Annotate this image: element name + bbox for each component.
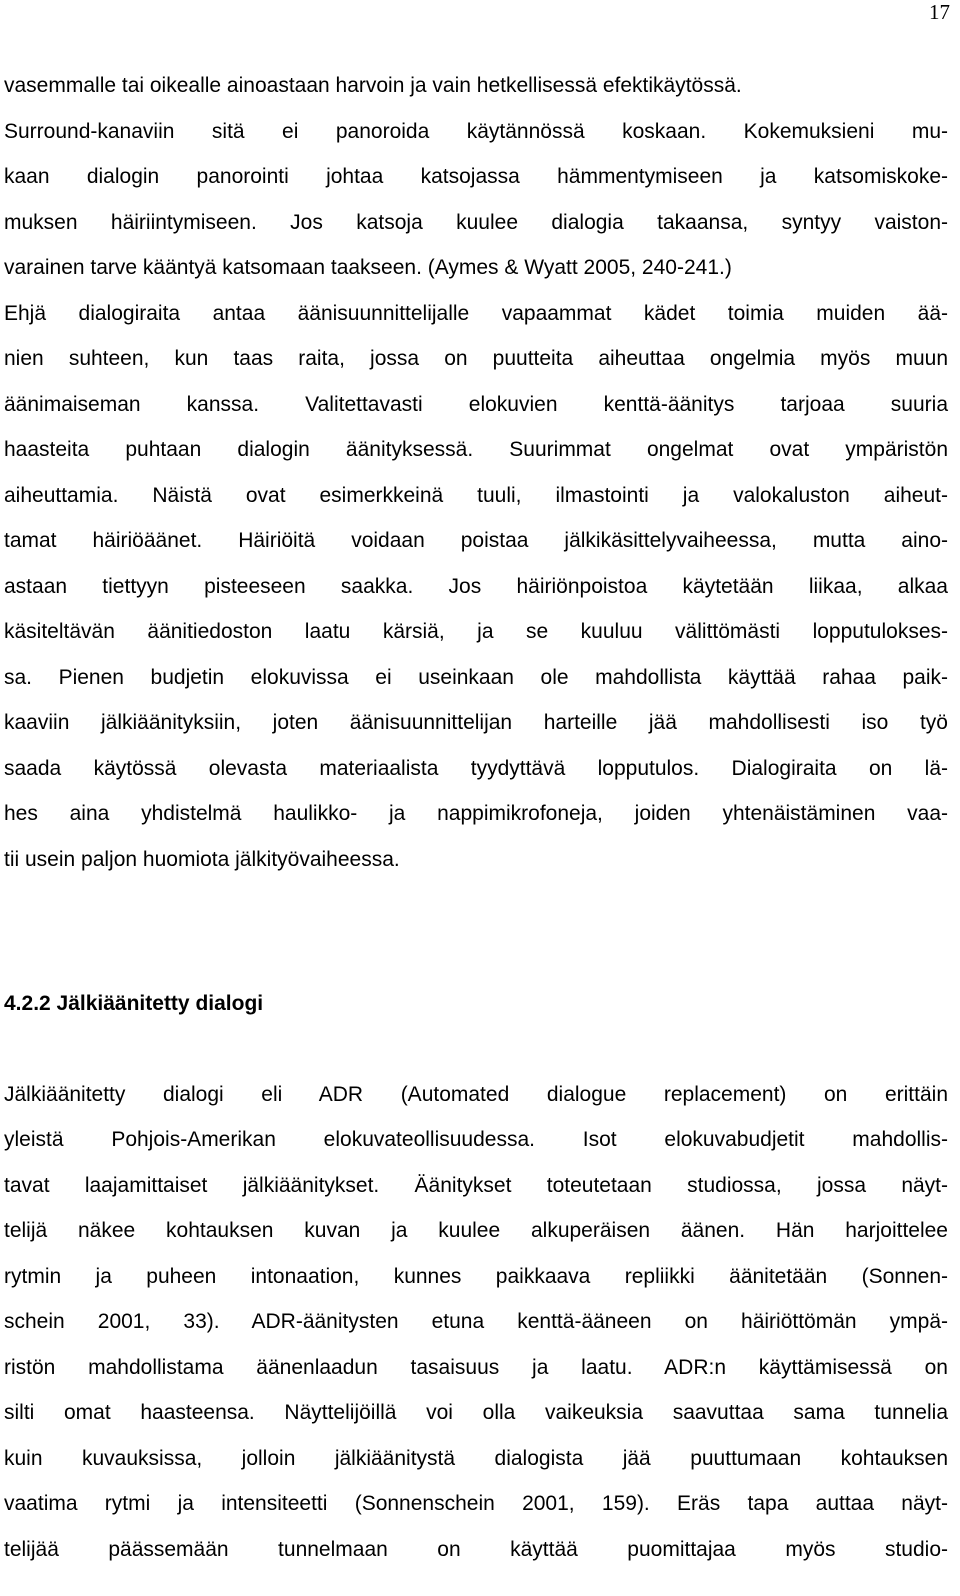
text-line: kaan dialogin panorointi johtaa katsojassa hämmentymiseen ja katsomiskoke- bbox=[4, 165, 948, 188]
text-line: muksen häiriintymiseen. Jos katsoja kuulee dialogia takaansa, syntyy vaiston- bbox=[4, 211, 948, 234]
section-heading: 4.2.2 Jälkiäänitetty dialogi bbox=[4, 992, 264, 1015]
text-line: sa. Pienen budjetin elokuvissa ei useinkaan ole mahdollista käyttää rahaa paik- bbox=[4, 666, 948, 689]
text-line: telijä näkee kohtauksen kuvan ja kuulee alkuperäisen äänen. Hän harjoittelee bbox=[4, 1219, 948, 1242]
text-line: rytmin ja puheen intonaation, kunnes paikkaava repliikki äänitetään (Sonnen- bbox=[4, 1265, 948, 1288]
text-line: saada käytössä olevasta materiaalista tyydyttävä lopputulos. Dialogiraita on lä- bbox=[4, 757, 948, 780]
text-line: vaatima rytmi ja intensiteetti (Sonnenschein 2001, 159). Eräs tapa auttaa näyt- bbox=[4, 1492, 948, 1515]
text-line: aiheuttamia. Näistä ovat esimerkkeinä tuuli, ilmastointi ja valokaluston aiheut- bbox=[4, 484, 948, 507]
page-number: 17 bbox=[929, 0, 950, 24]
text-line: käsiteltävän äänitiedoston laatu kärsiä, ja se kuuluu välittömästi lopputulokses- bbox=[4, 620, 948, 643]
text-line: astaan tiettyyn pisteeseen saakka. Jos häiriönpoistoa käytetään liikaa, alkaa bbox=[4, 575, 948, 598]
text-line: hes aina yhdistelmä haulikko- ja nappimikrofoneja, joiden yhtenäistäminen vaa- bbox=[4, 802, 948, 825]
text-line: tavat laajamittaiset jälkiäänitykset. Äänitykset toteutetaan studiossa, jossa näyt- bbox=[4, 1174, 948, 1197]
text-line: äänimaiseman kanssa. Valitettavasti elokuvien kenttä-äänitys tarjoaa suuria bbox=[4, 393, 948, 416]
text-line: telijää päässemään tunnelmaan on käyttää puomittajaa myös studio- bbox=[4, 1538, 948, 1561]
text-line: kuin kuvauksissa, jolloin jälkiäänitystä dialogista jää puuttumaan kohtauksen bbox=[4, 1447, 948, 1470]
text-line: ristön mahdollistama äänenlaadun tasaisuus ja laatu. ADR:n käyttämisessä on bbox=[4, 1356, 948, 1379]
text-line: haasteita puhtaan dialogin äänityksessä. Suurimmat ongelmat ovat ympäristön bbox=[4, 438, 948, 461]
text-line: kaaviin jälkiäänityksiin, joten äänisuunnittelijan harteille jää mahdollisesti iso työ bbox=[4, 711, 948, 734]
text-line: varainen tarve kääntyä katsomaan taakseen. (Aymes & Wyatt 2005, 240-241.) bbox=[4, 256, 732, 279]
text-line: nien suhteen, kun taas raita, jossa on puutteita aiheuttaa ongelmia myös muun bbox=[4, 347, 948, 370]
text-line: silti omat haasteensa. Näyttelijöillä voi olla vaikeuksia saavuttaa sama tunnelia bbox=[4, 1401, 948, 1424]
text-line: Ehjä dialogiraita antaa äänisuunnittelijalle vapaammat kädet toimia muiden ää- bbox=[4, 302, 948, 325]
text-line: Surround-kanaviin sitä ei panoroida käytännössä koskaan. Kokemuksieni mu- bbox=[4, 120, 948, 143]
text-line: vasemmalle tai oikealle ainoastaan harvoin ja vain hetkellisessä efektikäytössä. bbox=[4, 74, 742, 97]
text-line: yleistä Pohjois-Amerikan elokuvateollisuudessa. Isot elokuvabudjetit mahdollis- bbox=[4, 1128, 948, 1151]
text-line: schein 2001, 33). ADR-äänitysten etuna kenttä-ääneen on häiriöttömän ympä- bbox=[4, 1310, 948, 1333]
text-line: tamat häiriöäänet. Häiriöitä voidaan poistaa jälkikäsittelyvaiheessa, mutta aino- bbox=[4, 529, 948, 552]
text-line: tii usein paljon huomiota jälkityövaiheessa. bbox=[4, 848, 400, 871]
text-line: Jälkiäänitetty dialogi eli ADR (Automated dialogue replacement) on erittäin bbox=[4, 1083, 948, 1106]
